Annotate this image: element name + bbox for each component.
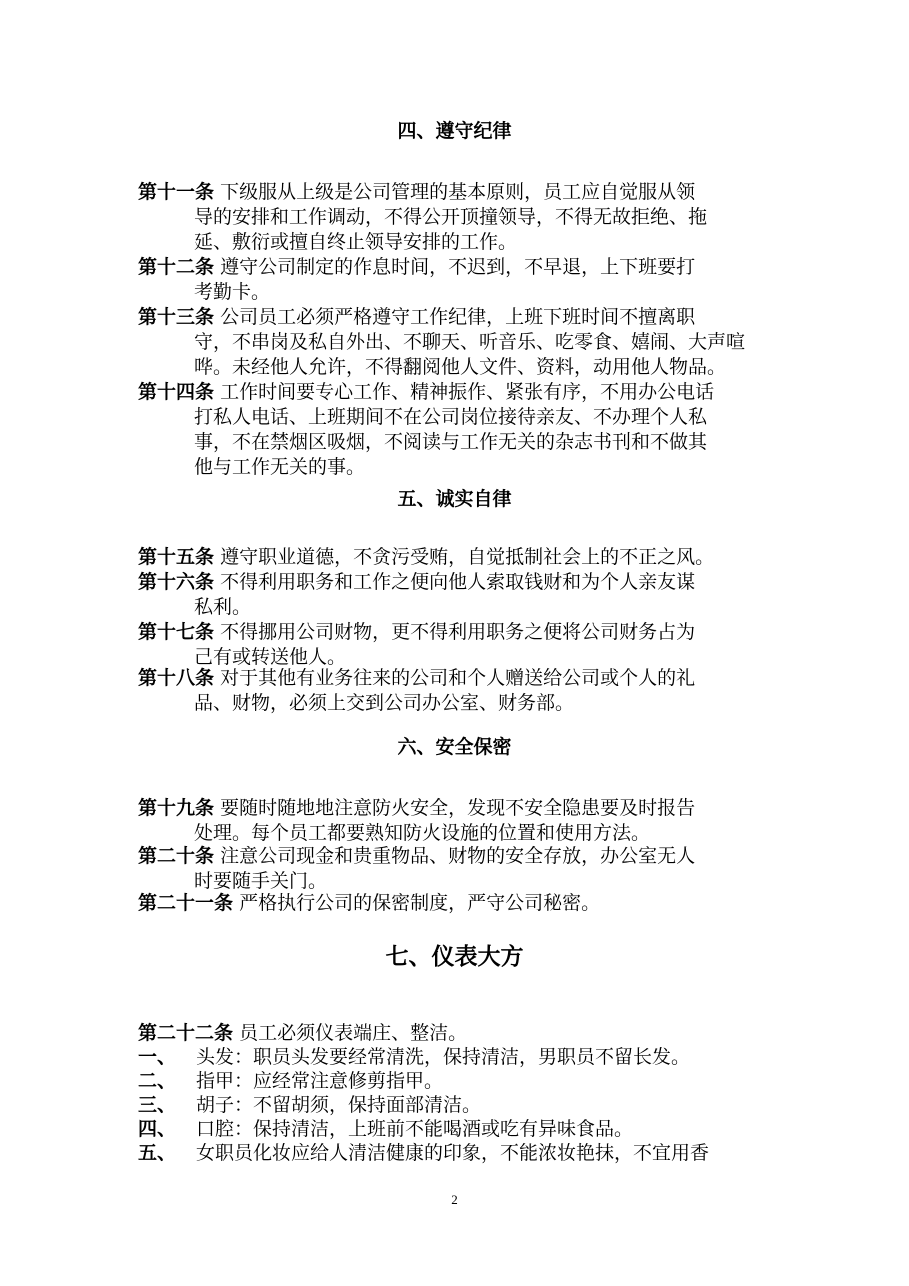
article-11: [138, 180, 778, 255]
article-12: [138, 255, 778, 305]
article-18: [138, 666, 778, 716]
item-text: 指甲：应经常注意修剪指甲。: [196, 1070, 444, 1092]
article-text: 私利。: [194, 596, 252, 618]
article-text: 己有或转送他人。: [194, 646, 347, 668]
article-21: [138, 891, 778, 916]
item-number: 二、: [138, 1070, 177, 1092]
article-text: 注意公司现金和贵重物品、财物的安全存放，办公室无人: [220, 845, 696, 867]
list-item-hair: [138, 1045, 798, 1070]
section-heading-appearance: 七、仪表大方: [385, 944, 524, 970]
article-text: 延、敷衍或擅自终止领导安排的工作。: [194, 231, 518, 253]
article-text: 守，不串岗及私自外出、不聊天、听音乐、吃零食、嬉闹、大声喧: [194, 331, 746, 353]
article-number: 第十六条: [138, 571, 215, 593]
article-text: 遵守公司制定的作息时间，不迟到，不早退，上下班要打: [220, 256, 696, 278]
article-text: 公司员工必须严格遵守工作纪律，上班下班时间不擅离职: [220, 306, 696, 328]
list-item-mouth: [138, 1117, 798, 1142]
article-14: [138, 380, 778, 480]
article-number: 第十二条: [138, 256, 215, 278]
article-text: 他与工作无关的事。: [194, 456, 366, 478]
article-20: [138, 844, 778, 894]
article-19: [138, 796, 778, 846]
item-number: 一、: [138, 1046, 177, 1068]
article-15: [138, 545, 778, 570]
article-text: 严格执行公司的保密制度，严守公司秘密。: [239, 892, 601, 914]
article-text: 不得挪用公司财物，更不得利用职务之便将公司财务占为: [220, 621, 696, 643]
article-text: 对于其他有业务往来的公司和个人赠送给公司或个人的礼: [220, 667, 696, 689]
article-text: 哗。未经他人允许，不得翻阅他人文件、资料，动用他人物品。: [194, 356, 727, 378]
article-number: 第十四条: [138, 381, 215, 403]
article-text: 遵守职业道德，不贪污受贿，自觉抵制社会上的不正之风。: [220, 546, 715, 568]
article-22: [138, 1021, 778, 1046]
article-13: [138, 305, 778, 380]
article-text: 处理。每个员工都要熟知防火设施的位置和使用方法。: [194, 822, 651, 844]
article-text: 下级服从上级是公司管理的基本原则，员工应自觉服从领: [220, 181, 696, 203]
article-text: 事，不在禁烟区吸烟，不阅读与工作无关的杂志书刊和不做其: [194, 431, 708, 453]
item-text: 口腔：保持清洁，上班前不能喝酒或吃有异味食品。: [196, 1118, 634, 1140]
article-number: 第二十二条: [138, 1022, 234, 1044]
item-text: 女职员化妆应给人清洁健康的印象，不能浓妆艳抹，不宜用香: [196, 1142, 710, 1164]
section-heading-discipline: 四、遵守纪律: [397, 120, 512, 142]
article-text: 导的安排和工作调动，不得公开顶撞领导，不得无故拒绝、拖: [194, 206, 708, 228]
article-text: 工作时间要专心工作、精神振作、紧张有序，不用办公电话: [220, 381, 715, 403]
article-text: 品、财物，必须上交到公司办公室、财务部。: [194, 692, 575, 714]
article-16: [138, 570, 778, 620]
article-text: 时要随手关门。: [194, 870, 328, 892]
list-item-makeup: [138, 1141, 798, 1166]
article-17: [138, 620, 778, 670]
article-text: 打私人电话、上班期间不在公司岗位接待亲友、不办理个人私: [194, 406, 708, 428]
item-number: 三、: [138, 1094, 177, 1116]
list-item-nails: [138, 1069, 798, 1094]
article-text: 考勤卡。: [194, 281, 271, 303]
article-text: 员工必须仪表端庄、整洁。: [239, 1022, 468, 1044]
article-number: 第十七条: [138, 621, 215, 643]
article-text: 要随时随地地注意防火安全，发现不安全隐患要及时报告: [220, 797, 696, 819]
section-heading-honesty: 五、诚实自律: [397, 488, 512, 510]
article-text: 不得利用职务和工作之便向他人索取钱财和为个人亲友谋: [220, 571, 696, 593]
item-number: 四、: [138, 1118, 177, 1140]
item-text: 头发：职员头发要经常清洗，保持清洁，男职员不留长发。: [196, 1046, 691, 1068]
article-number: 第十八条: [138, 667, 215, 689]
list-item-beard: [138, 1093, 798, 1118]
page-number: 2: [451, 1192, 458, 1207]
article-number: 第二十一条: [138, 892, 234, 914]
section-heading-safety: 六、安全保密: [397, 736, 512, 758]
article-number: 第十一条: [138, 181, 215, 203]
item-text: 胡子：不留胡须，保持面部清洁。: [196, 1094, 482, 1116]
article-number: 第十九条: [138, 797, 215, 819]
item-number: 五、: [138, 1142, 177, 1164]
article-number: 第十三条: [138, 306, 215, 328]
article-number: 第二十条: [138, 845, 215, 867]
article-number: 第十五条: [138, 546, 215, 568]
